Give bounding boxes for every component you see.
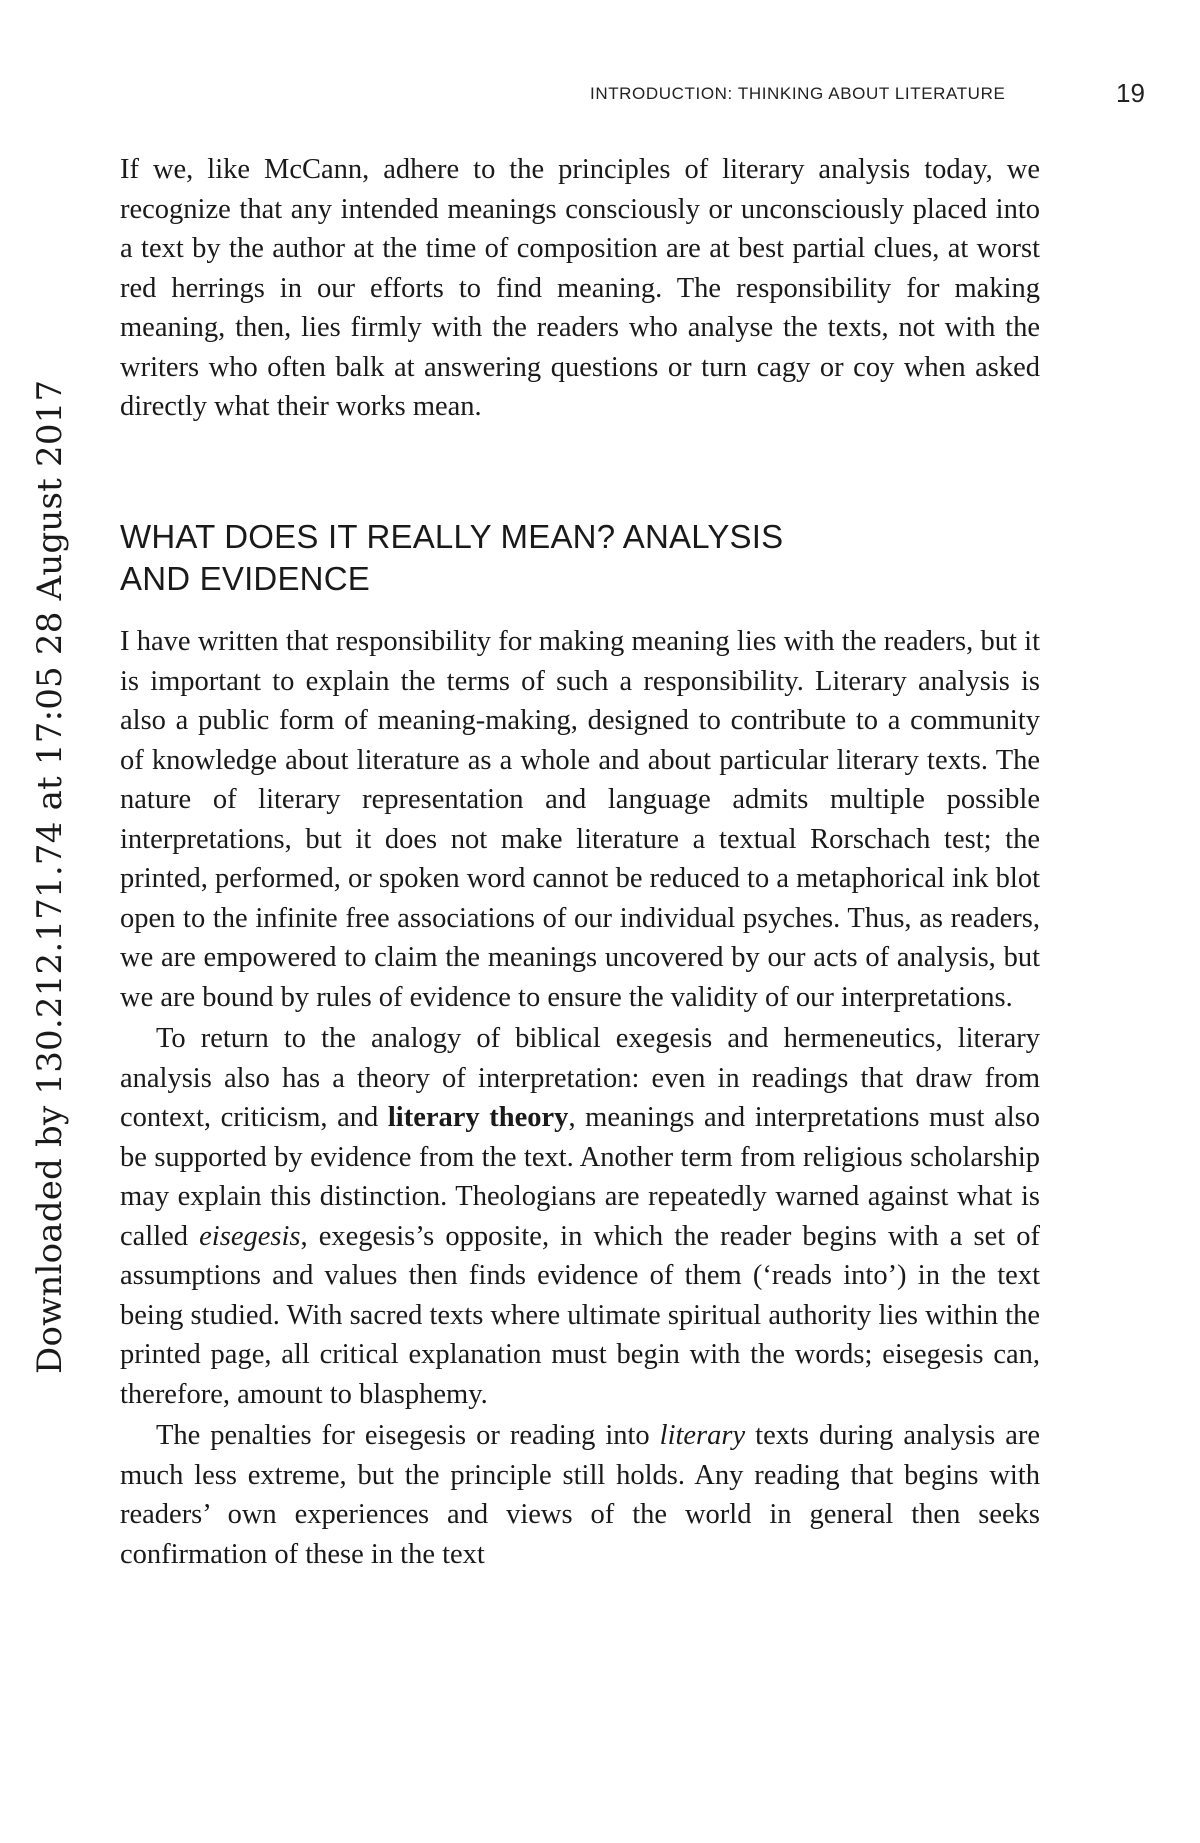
paragraph-2 [120, 1019, 1040, 1414]
paragraph-3 [120, 1416, 1040, 1574]
section-heading-line-2: AND EVIDENCE [120, 560, 370, 597]
paragraph-2-italic-term: eisegesis [199, 1220, 301, 1252]
paragraph-3-text-b: texts during analysis are much less extreme, but the principle still holds. Any reading that begins with readers’ own experiences and views of the world in general then seeks confirmation of these in the text [120, 1420, 1040, 1570]
paragraph-2-bold-term: literary theory [387, 1102, 569, 1133]
paragraph-3-italic-term: literary [659, 1420, 746, 1451]
download-watermark: Downloaded by 130.212.171.74 at 17:05 28 August 2017 [30, 379, 70, 1374]
intro-paragraph: If we, like McCann, adhere to the principles of literary analysis today, we recognize that any intended meanings consciously or unconsciously placed into a text by the author at the time of composition are at best partial clues, at worst red herrings in our efforts to find meaning. The responsibility for making meaning, then, lies firmly with the readers who analyse the texts, not with the writers who often balk at answering questions or turn cagy or coy when asked directly what their works mean. [120, 154, 1040, 422]
paragraph-2-text-c: , exegesis’s opposite, in which the reader begins with a set of assumptions and values then finds evidence of them (‘reads into’) in the text being studied. With sacred texts where ultimate spiritual authority lies within the printed page, all critical explanation must begin with the words; eisegesis can, therefore, amount to blasphemy. [120, 1220, 1040, 1410]
section-heading-line-1: WHAT DOES IT REALLY MEAN? ANALYSIS [120, 518, 784, 555]
paragraph-1: I have written that responsibility for making meaning lies with the readers, but it is important to explain the terms of such a responsibility. Literary analysis is also a public form of meaning-making, designed to contribute to a community of knowledge about literature as a whole and about particular literary texts. The nature of literary representation and language admits multiple possible interpretations, but it does not make literature a textual Rorschach test; the printed, performed, or spoken word cannot be reduced to a metaphorical ink blot open to the infinite free associations of our individual psyches. Thus, as readers, we are empowered to claim the meanings uncovered by our acts of analysis, but we are bound by rules of evidence to ensure the validity of our interpretations. [120, 626, 1040, 1013]
paragraph-2-text-a: To return to the analogy of biblical exegesis and hermeneutics, literary analysis also has a theory of interpretation: even in readings that draw from context, criticism, and [120, 1023, 1040, 1133]
paragraph-3-text-a: The penalties for eisegesis or reading into [156, 1420, 660, 1451]
section-heading [120, 516, 1020, 600]
running-head: INTRODUCTION: THINKING ABOUT LITERATURE [590, 84, 1006, 103]
intro-text-block [120, 150, 1040, 427]
section-body [120, 622, 1040, 1574]
page-number: 19 [1116, 78, 1145, 108]
paragraph-2-text-b: , meanings and interpretations must also be supported by evidence from the text. Another term from religious scholarship may explain this distinction. Theologians are repeatedly warned against what is called [120, 1102, 1041, 1252]
